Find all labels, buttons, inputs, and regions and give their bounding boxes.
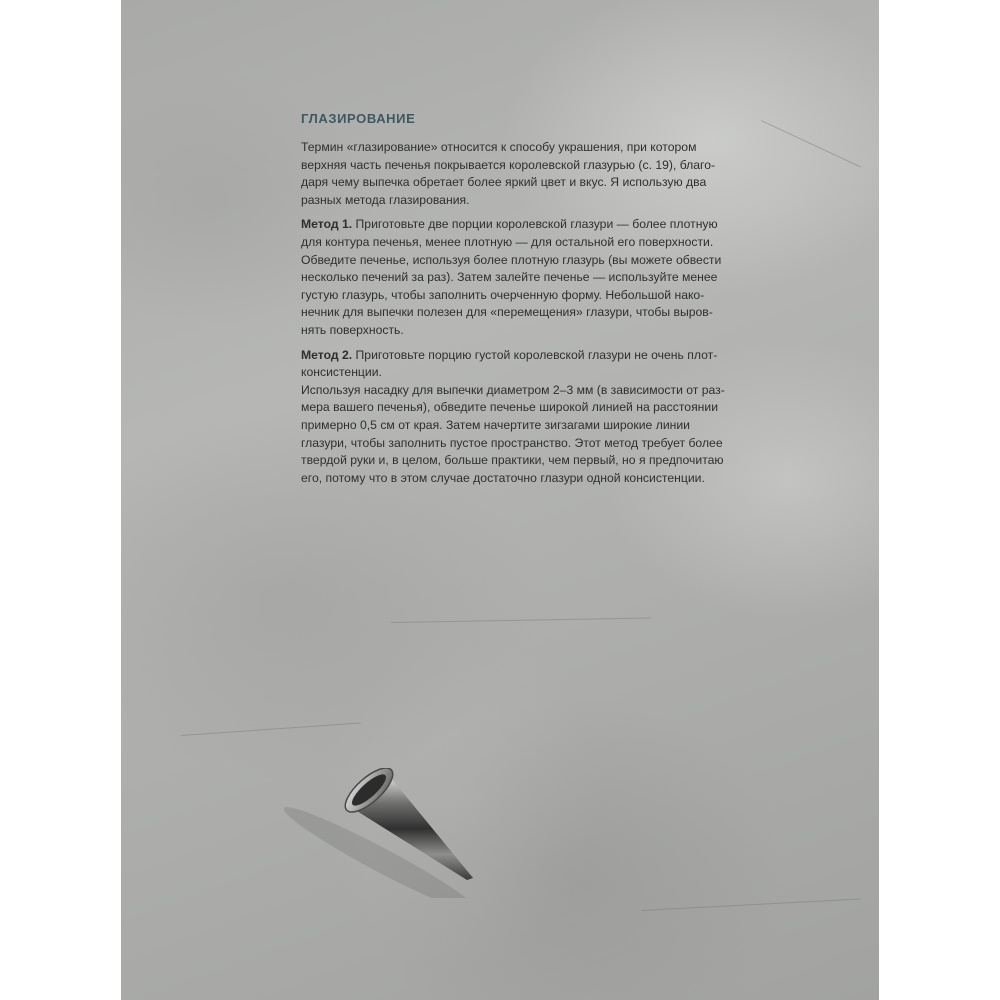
intro-paragraph xyxy=(301,139,751,209)
section-heading: ГЛАЗИРОВАНИЕ xyxy=(301,111,416,126)
text-line xyxy=(301,347,751,365)
surface-crack xyxy=(181,722,361,736)
method-1-paragraph xyxy=(301,216,751,339)
text-line: консистенции. xyxy=(301,365,382,380)
text-line: примерно 0,5 см от края. Затем начертите зигзагами широкие линии xyxy=(301,417,690,432)
text-line: верхняя часть печенья покрывается королевской глазурью (с. 19), благо- xyxy=(301,157,716,172)
text-line xyxy=(301,216,751,234)
text-line: густую глазурь, чтобы заполнить очерченную форму. Небольшой нако- xyxy=(301,287,705,302)
text-line: даря чему выпечка обретает более яркий цвет и вкус. Я использую два xyxy=(301,175,707,190)
text-line: разных метода глазирования. xyxy=(301,192,470,207)
text-line: твердой руки и, в целом, больше практики, чем первый, но я предпочитаю xyxy=(301,453,724,468)
piping-nozzle-icon xyxy=(231,768,491,898)
surface-crack xyxy=(761,120,861,167)
method-1-first-line: Приготовьте две порции королевской глазури — более плотную xyxy=(352,217,718,232)
surface-crack xyxy=(391,617,651,623)
text-line: Термин «глазирование» относится к способу украшения, при котором xyxy=(301,140,697,154)
text-line: несколько печений за раз). Затем залейте печенье — используйте менее xyxy=(301,270,718,285)
text-line: нять поверхность. xyxy=(301,322,404,337)
method-1-label: Метод 1. xyxy=(301,217,353,232)
surface-crack xyxy=(641,898,861,911)
text-line: глазури, чтобы заполнить пустое пространство. Этот метод требует более xyxy=(301,435,723,450)
text-line: нечник для выпечки полезен для «перемещения» глазури, чтобы выров- xyxy=(301,305,713,320)
text-line: мера вашего печенья), обведите печенье широкой линией на расстоянии xyxy=(301,400,719,415)
text-line: Используя насадку для выпечки диаметром 2–3 мм (в зависимости от раз- xyxy=(301,382,725,397)
text-line: Обведите печенье, используя более плотную глазурь (вы можете обвести xyxy=(301,252,722,267)
concrete-background xyxy=(121,0,879,1000)
method-2-label: Метод 2. xyxy=(301,347,353,362)
text-line: для контура печенья, менее плотную — для остальной его поверхности. xyxy=(301,234,714,249)
method-2-first-line: Приготовьте порцию густой королевской глазури не очень плот- xyxy=(352,347,718,362)
method-2-paragraph xyxy=(301,347,751,488)
text-line: его, потому что в этом случае достаточно глазури одной консистенции. xyxy=(301,470,705,485)
article xyxy=(301,110,751,494)
